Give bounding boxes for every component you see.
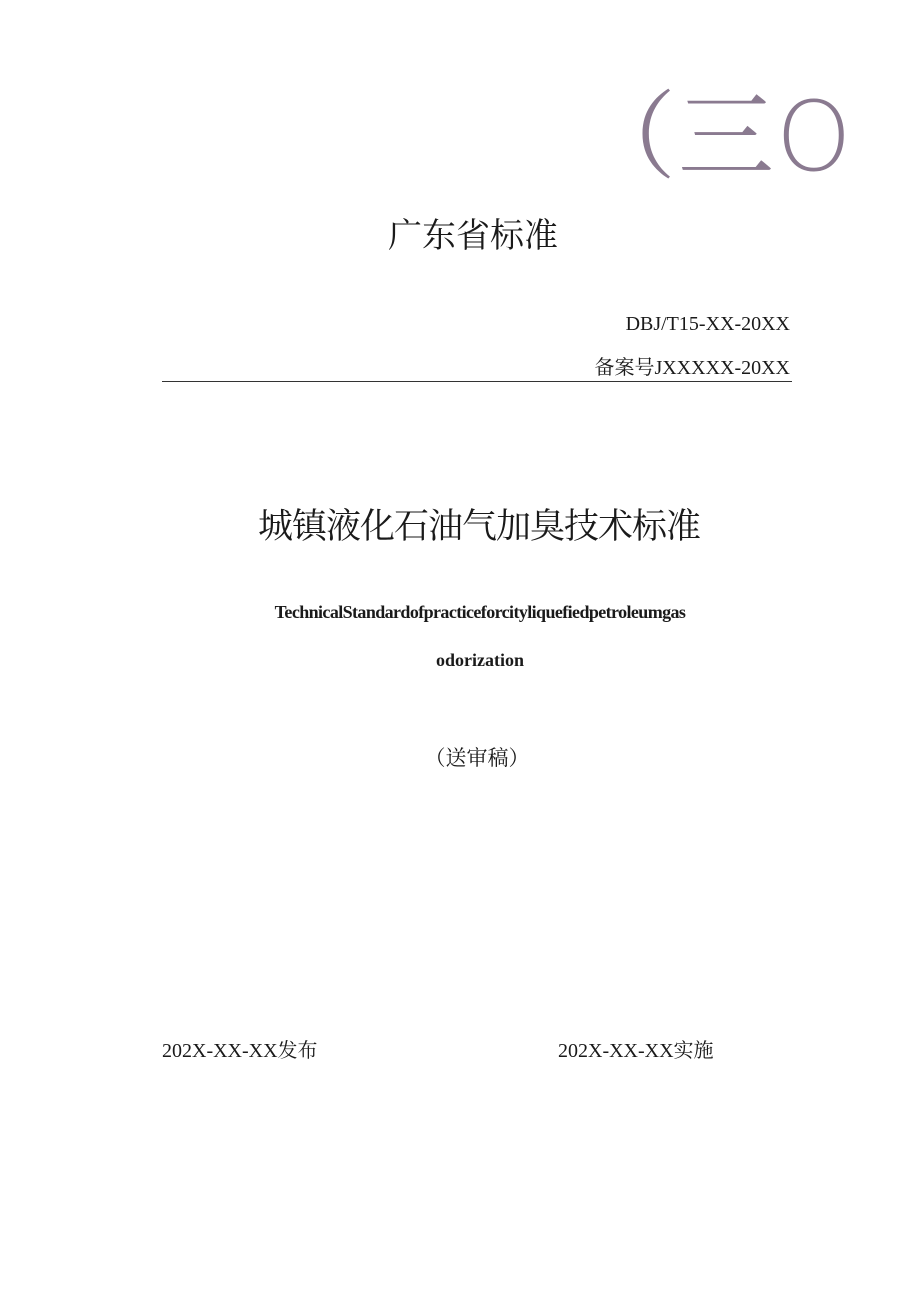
document-title-chinese: 城镇液化石油气加臭技术标准: [257, 507, 700, 547]
standard-logo-mark: （三O: [580, 81, 854, 193]
implementation-date: 202X-XX-XX实施: [558, 1040, 714, 1062]
document-title-english-line2: odorization: [436, 650, 524, 670]
standard-code: DBJ/T15-XX-20XX: [625, 313, 790, 335]
record-number: 备案号JXXXXX-20XX: [594, 357, 790, 379]
document-title-english-line1: TechnicalStandardofpracticeforcityliquefiedpetroleumgas: [274, 602, 686, 622]
header-divider: [162, 381, 792, 382]
draft-status: （送审稿）: [424, 746, 530, 770]
issue-date: 202X-XX-XX发布: [162, 1040, 318, 1062]
standard-type-heading: 广东省标准: [388, 216, 558, 256]
